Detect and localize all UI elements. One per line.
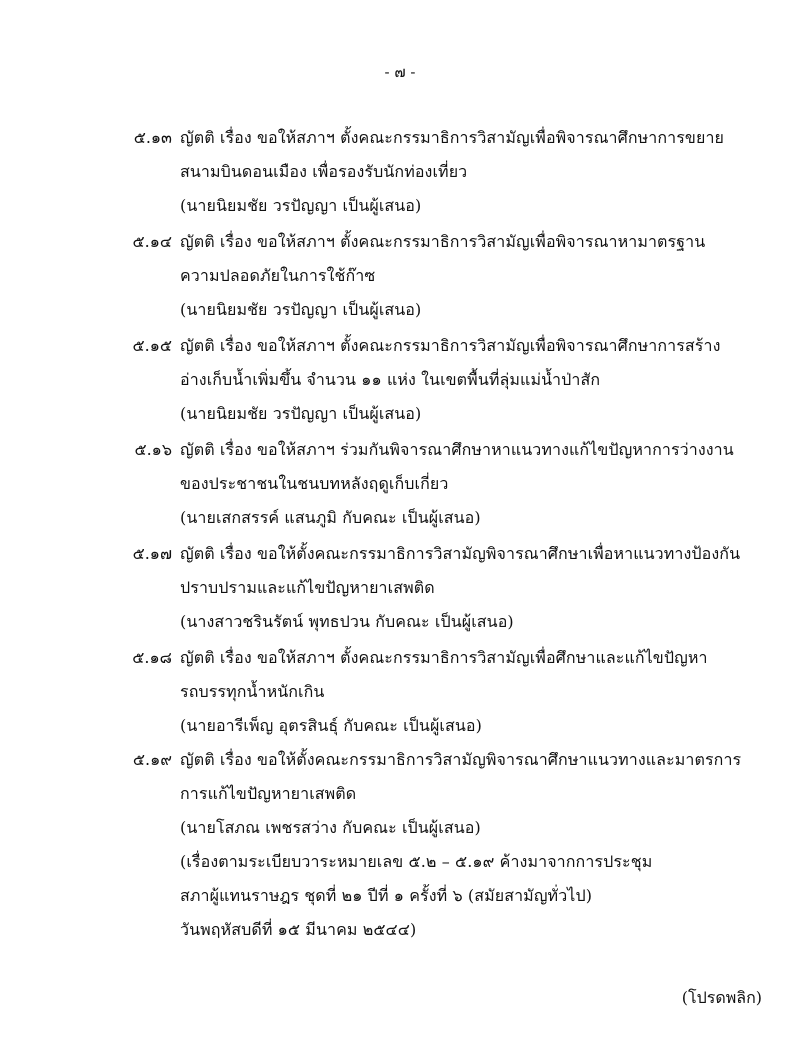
item-proposer: (นายนิยมชัย วรปัญญา เป็นผู้เสนอ)	[180, 404, 422, 423]
item-number: ๕.๑๘	[132, 648, 172, 667]
item-proposer: (นายเสกสรรค์ แสนภูมิ กับคณะ เป็นผู้เสนอ)	[180, 508, 481, 527]
item-text-line: อ่างเก็บน้ำเพิ่มขึ้น จำนวน ๑๑ แห่ง ในเขตพื้นที่ลุ่มแม่น้ำป่าสัก	[180, 370, 601, 389]
page-number: - ๗ -	[384, 63, 416, 81]
item-proposer: (นายอารีเพ็ญ อุตรสินธุ์ กับคณะ เป็นผู้เสนอ)	[180, 716, 482, 735]
item-text-line: การแก้ไขปัญหายาเสพติด	[180, 784, 357, 803]
agenda-note-line: (เรื่องตามระเบียบวาระหมายเลข ๕.๒ – ๕.๑๙ ค้างมาจากการประชุม	[180, 852, 653, 871]
item-text-line: สนามบินดอนเมือง เพื่อรองรับนักท่องเที่ยว	[180, 162, 468, 181]
item-text-line: ความปลอดภัยในการใช้ก๊าซ	[180, 266, 376, 285]
item-proposer: (นายนิยมชัย วรปัญญา เป็นผู้เสนอ)	[180, 196, 422, 215]
item-proposer: (นายนิยมชัย วรปัญญา เป็นผู้เสนอ)	[180, 300, 422, 319]
item-text-line: ญัตติ เรื่อง ขอให้สภาฯ ตั้งคณะกรรมาธิการวิสามัญเพื่อศึกษาและแก้ไขปัญหา	[180, 648, 708, 667]
agenda-note-line: สภาผู้แทนราษฎร ชุดที่ ๒๑ ปีที่ ๑ ครั้งที่ ๖ (สมัยสามัญทั่วไป)	[180, 886, 593, 905]
item-text-line: ปราบปรามและแก้ไขปัญหายาเสพติด	[180, 578, 435, 597]
item-text-line: รถบรรทุกน้ำหนักเกิน	[180, 682, 325, 701]
item-text-line: ญัตติ เรื่อง ขอให้ตั้งคณะกรรมาธิการวิสามัญพิจารณาศึกษาเพื่อหาแนวทางป้องกัน	[180, 544, 741, 563]
item-number: ๕.๑๗	[132, 544, 172, 563]
item-number: ๕.๑๔	[132, 232, 172, 251]
item-number: ๕.๑๕	[132, 336, 172, 355]
item-text-line: ญัตติ เรื่อง ขอให้สภาฯ ตั้งคณะกรรมาธิการวิสามัญเพื่อพิจารณาศึกษาการสร้าง	[180, 336, 721, 355]
item-number: ๕.๑๙	[132, 750, 172, 769]
item-text-line: ของประชาชนในชนบทหลังฤดูเก็บเกี่ยว	[180, 474, 449, 493]
turn-page-note: (โปรดพลิก)	[681, 988, 762, 1007]
item-text-line: ญัตติ เรื่อง ขอให้ตั้งคณะกรรมาธิการวิสามัญพิจารณาศึกษาแนวทางและมาตรการ	[180, 750, 742, 769]
item-proposer: (นายโสภณ เพชรสว่าง กับคณะ เป็นผู้เสนอ)	[180, 818, 481, 837]
agenda-note-line: วันพฤหัสบดีที่ ๑๕ มีนาคม ๒๕๔๔)	[180, 920, 417, 939]
item-number: ๕.๑๓	[133, 128, 172, 147]
item-text-line: ญัตติ เรื่อง ขอให้สภาฯ ตั้งคณะกรรมาธิการวิสามัญเพื่อพิจารณาหามาตรฐาน	[180, 232, 706, 251]
item-text-line: ญัตติ เรื่อง ขอให้สภาฯ ร่วมกันพิจารณาศึกษาหาแนวทางแก้ไขปัญหาการว่างงาน	[180, 440, 734, 459]
item-text-line: ญัตติ เรื่อง ขอให้สภาฯ ตั้งคณะกรรมาธิการวิสามัญเพื่อพิจารณาศึกษาการขยาย	[180, 128, 725, 147]
item-proposer: (นางสาวชรินรัตน์ พุทธปวน กับคณะ เป็นผู้เสนอ)	[180, 612, 514, 631]
item-number: ๕.๑๖	[134, 440, 172, 459]
